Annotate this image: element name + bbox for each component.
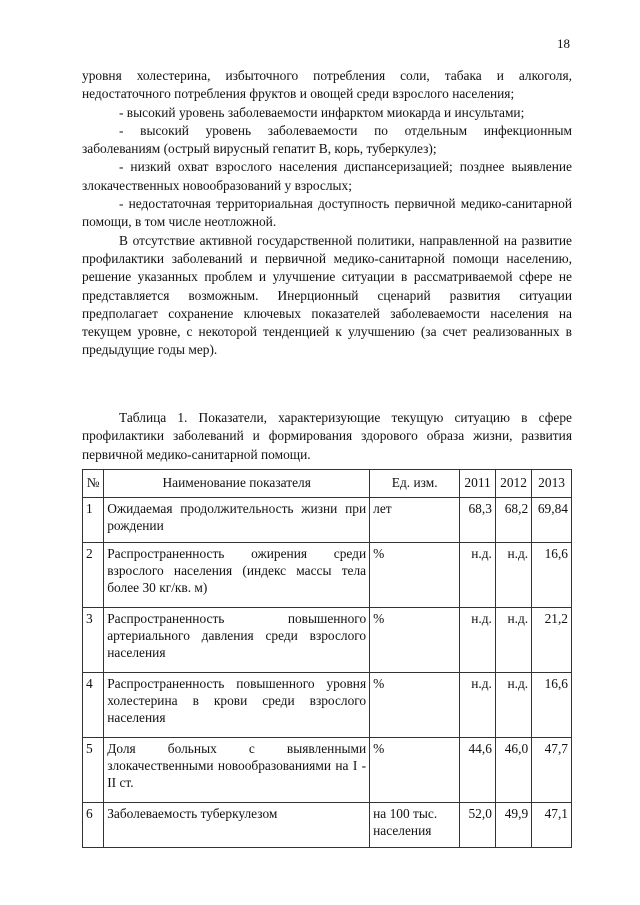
cell-2011: 44,6 bbox=[460, 738, 496, 803]
cell-unit: % bbox=[370, 608, 460, 673]
cell-2013: 69,84 bbox=[532, 498, 572, 543]
table-row bbox=[83, 608, 572, 673]
cell-2012: н.д. bbox=[495, 543, 531, 608]
cell-unit: лет bbox=[370, 498, 460, 543]
cell-num: 6 bbox=[83, 803, 104, 848]
cell-unit: % bbox=[370, 543, 460, 608]
cell-num: 3 bbox=[83, 608, 104, 673]
cell-2011: 52,0 bbox=[460, 803, 496, 848]
cell-name: Распространенность повышенного уровня холестерина в крови среди взрослого населения bbox=[104, 673, 370, 738]
cell-2012: 49,9 bbox=[495, 803, 531, 848]
paragraph: - высокий уровень заболеваемости инфарктом миокарда и инсультами; bbox=[119, 104, 525, 120]
header-2013: 2013 bbox=[532, 470, 572, 498]
header-num: № bbox=[83, 470, 104, 498]
table-row bbox=[83, 498, 572, 543]
cell-unit: % bbox=[370, 738, 460, 803]
table-row bbox=[83, 803, 572, 848]
cell-2011: н.д. bbox=[460, 608, 496, 673]
cell-num: 1 bbox=[83, 498, 104, 543]
table-header-row bbox=[83, 470, 572, 498]
cell-unit: % bbox=[370, 673, 460, 738]
paragraph: - высокий уровень заболеваемости по отдельным инфекционным заболеваниям (острый вирусный гепатит В, корь, туберкулез); bbox=[82, 122, 572, 157]
cell-2012: 46,0 bbox=[495, 738, 531, 803]
cell-name: Распространенность повышенного артериального давления среди взрослого населения bbox=[104, 608, 370, 673]
cell-2011: 68,3 bbox=[460, 498, 496, 543]
header-unit: Ед. изм. bbox=[370, 470, 460, 498]
cell-2013: 16,6 bbox=[532, 673, 572, 738]
cell-2011: н.д. bbox=[460, 543, 496, 608]
cell-name: Ожидаемая продолжительность жизни при рождении bbox=[104, 498, 370, 543]
header-2011: 2011 bbox=[460, 470, 496, 498]
cell-2013: 47,1 bbox=[532, 803, 572, 848]
table-row bbox=[83, 543, 572, 608]
body-text bbox=[82, 67, 572, 360]
indicators-table bbox=[82, 469, 572, 848]
paragraph: уровня холестерина, избыточного потребления соли, табака и алкоголя, недостаточного потребления фруктов и овощей среди взрослого населения; bbox=[82, 68, 572, 102]
cell-2011: н.д. bbox=[460, 673, 496, 738]
paragraph: - недостаточная территориальная доступность первичной медико-санитарной помощи, в том числе неотложной. bbox=[82, 196, 572, 230]
header-name: Наименование показателя bbox=[104, 470, 370, 498]
cell-num: 5 bbox=[83, 738, 104, 803]
paragraph: - низкий охват взрослого населения диспансеризацией; позднее выявление злокачественных новообразований у взрослых; bbox=[82, 159, 572, 193]
table-row bbox=[83, 673, 572, 738]
cell-2013: 47,7 bbox=[532, 738, 572, 803]
cell-2012: 68,2 bbox=[495, 498, 531, 543]
cell-2013: 21,2 bbox=[532, 608, 572, 673]
cell-2013: 16,6 bbox=[532, 543, 572, 608]
header-2012: 2012 bbox=[495, 470, 531, 498]
cell-unit: на 100 тыс. населения bbox=[370, 803, 460, 848]
cell-2012: н.д. bbox=[495, 608, 531, 673]
cell-name: Распространенность ожирения среди взрослого населения (индекс массы тела более 30 кг/кв. м) bbox=[104, 543, 370, 608]
paragraph: В отсутствие активной государственной политики, направленной на развитие профилактики заболеваний и первичной медико-санитарной помощи населению, решение указанных проблем и улучшение ситуации в рассматриваемой сфере не представляется возможным. Инерционный сценарий развития ситуации предполагает сохранение ключевых показателей заболеваемости населения на текущем уровне, с некоторой тенденцией к улучшению (за счет реализованных в предыдущие годы мер). bbox=[82, 232, 572, 358]
cell-num: 4 bbox=[83, 673, 104, 738]
cell-name: Доля больных с выявленными злокачественными новообразованиями на I - II ст. bbox=[104, 738, 370, 803]
page-number: 18 bbox=[557, 36, 570, 51]
table-caption: Таблица 1. Показатели, характеризующие текущую ситуацию в сфере профилактики заболеваний и формирования здорового образа жизни, развития первичной медико-санитарной помощи. bbox=[82, 410, 572, 462]
table-row bbox=[83, 738, 572, 803]
cell-2012: н.д. bbox=[495, 673, 531, 738]
cell-num: 2 bbox=[83, 543, 104, 608]
cell-name: Заболеваемость туберкулезом bbox=[104, 803, 370, 848]
